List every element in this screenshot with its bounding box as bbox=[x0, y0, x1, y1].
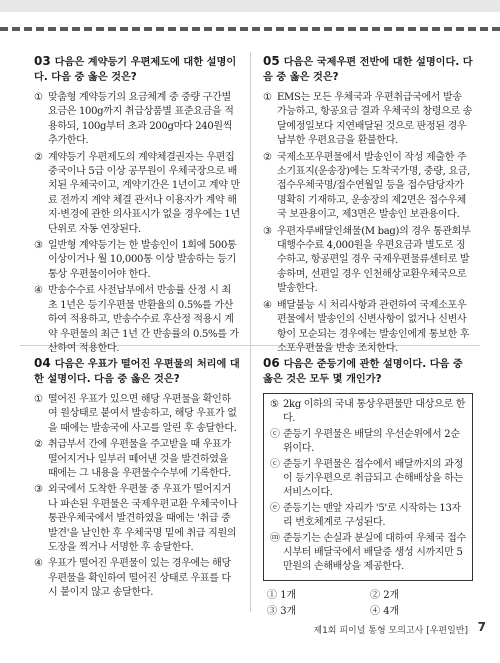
option-text: 계약등기 우편제도의 계약체결권자는 우편집중국이나 5급 이상 공무원이 우체국장으로 배치된 우체국이고, 계약기간은 1년이고 계약 만료 전까지 계약 체결 관서나 이용자가 계약 해지·변경에 관한 의사표시가 없을 경우에는 1년 단위로 자동 연장된다. bbox=[48, 151, 240, 235]
option-2 bbox=[34, 438, 240, 481]
question-6-header bbox=[263, 356, 473, 387]
choice-text: 3개 bbox=[280, 606, 297, 618]
option-text: EMS는 모든 우체국과 우편취급국에서 발송 가능하고, 항공요금 결과 우체국의 창령으로 송달예정일보다 지연배달된 것으로 판정된 경우 납부한 우편요금을 환불한다. bbox=[277, 92, 473, 147]
question-5-number: 05 bbox=[263, 54, 280, 68]
option-marker: ① bbox=[34, 394, 43, 405]
option-marker: ④ bbox=[34, 285, 43, 297]
question-4-text: 다음은 우표가 떨어진 우편물의 처리에 대한 설명이다. 다음 중 옳은 것은? bbox=[34, 359, 240, 385]
question-3-header bbox=[34, 54, 240, 85]
top-dashed-rule bbox=[0, 27, 500, 31]
choice-marker: ③ bbox=[267, 606, 277, 618]
option-marker: ③ bbox=[34, 240, 43, 252]
question-5-header bbox=[263, 54, 473, 85]
answer-choices bbox=[263, 589, 473, 620]
statement-5 bbox=[270, 532, 466, 575]
option-text: 우표가 떨어진 우편물이 있는 경우에는 해당 우편물을 확인하여 떨어진 상태로 우표를 다시 붙이지 않고 송달한다. bbox=[48, 558, 231, 599]
option-marker: ② bbox=[263, 151, 272, 163]
option-text: 떨어진 우표가 있으면 해당 우편물을 확인하여 원상태로 붙여서 발송하고, 해당 우표가 없을 때에는 발송국에 사고를 알린 후 송달한다. bbox=[48, 394, 237, 434]
option-3 bbox=[34, 483, 240, 555]
page-footer bbox=[0, 620, 500, 642]
question-4 bbox=[34, 356, 240, 603]
option-1 bbox=[34, 91, 240, 149]
column-divider bbox=[250, 52, 251, 612]
option-marker: ④ bbox=[34, 558, 43, 570]
choice-3 bbox=[267, 605, 370, 619]
choice-2 bbox=[370, 589, 473, 603]
statement-text: 2kg 이하의 국내 통상우편물만 대상으로 한다. bbox=[283, 399, 466, 425]
option-4 bbox=[263, 299, 473, 357]
question-4-header bbox=[34, 356, 240, 387]
statement-2 bbox=[270, 428, 466, 457]
option-4 bbox=[34, 557, 240, 600]
statement-box bbox=[263, 393, 473, 581]
option-marker: ① bbox=[34, 92, 43, 103]
option-marker: ④ bbox=[263, 299, 272, 311]
option-text: 국제소포우편물에서 발송인이 작성 제출한 주소기표지(운송장)에는 도착국가명, 중량, 요금, 접수우체국명/접수연월일 등을 접수담당자가 명확히 기재하고, 운송장의 제2면은 접수우체국 보관용이고, 제3면은 발송인 보관용이다. bbox=[277, 151, 470, 221]
statement-1 bbox=[270, 398, 466, 427]
page-number: 7 bbox=[477, 620, 486, 634]
question-5 bbox=[263, 54, 473, 358]
option-text: 맞춤형 계약등기의 요금체계 중 중량 구간별 요금은 100g까지 취급상품별 표준요금을 적용하되, 100g부터 초과 200g마다 240원씩 추가한다. bbox=[48, 92, 234, 147]
choice-4 bbox=[370, 605, 473, 619]
statement-marker: ⓒ bbox=[270, 428, 280, 440]
question-3-text: 다음은 계약등기 우편제도에 대한 설명이다. 다음 중 옳은 것은? bbox=[34, 57, 237, 83]
statement-marker: ⓜ bbox=[270, 532, 280, 544]
option-4 bbox=[34, 284, 240, 356]
option-text: 반송수수료 사전납부에서 반송률 산정 시 최초 1년은 등기우편물 반환율의 0.5%를 가산하여 적용하고, 반송수수료 후산정 적용시 계약 우편물의 최근 1년 간 반송률의 0.5%를 가산하여 적용한다. bbox=[48, 285, 239, 354]
question-3-number: 03 bbox=[34, 54, 51, 68]
option-text: 우편자루배달인쇄물(M bag)의 경우 통관회부대행수수료 4,000원을 우편요금과 별도로 징수하고, 항공편일 경우 국제우편물류센터로 발송하며, 선편일 경우 인천해상교환우체국으로 발송한다. bbox=[277, 225, 471, 295]
choice-text: 4개 bbox=[383, 606, 400, 618]
option-marker: ② bbox=[34, 151, 43, 163]
choice-text: 2개 bbox=[383, 589, 400, 601]
option-1 bbox=[34, 393, 240, 436]
question-5-text: 다음은 국제우편 전반에 대한 설명이다. 다음 중 옳은 것은? bbox=[263, 57, 473, 83]
statement-text: 준등기 우편물은 배달의 우선순위에서 2순위이다. bbox=[283, 428, 460, 455]
option-3 bbox=[34, 239, 240, 282]
choice-marker: ② bbox=[370, 589, 380, 601]
option-1 bbox=[263, 91, 473, 149]
option-text: 일반형 계약등기는 한 발송인이 1회에 500통 이상이거나 월 10,000통 이상 발송하는 등기통상 우편물이어야 한다. bbox=[48, 240, 237, 280]
option-marker: ② bbox=[34, 439, 43, 451]
question-4-number: 04 bbox=[34, 356, 51, 370]
statement-4 bbox=[270, 502, 466, 531]
statement-marker: ⓔ bbox=[270, 502, 280, 514]
option-text: 외국에서 도착한 우편물 중 우표가 떨어지거나 파손된 우편물은 국제우편교환 우체국이나 통관우체국에서 발견하였을 때에는 '취급 중 발견'을 날인한 후 우체국명 밑에 취급 직원의 도장을 찍거나 서명한 후 송달한다. bbox=[48, 484, 238, 554]
question-6-text: 다음은 준등기에 관한 설명이다. 다음 중 옳은 것은 모두 몇 개인가? bbox=[263, 359, 463, 385]
option-marker: ③ bbox=[263, 225, 272, 237]
option-text: 배달불능 시 처리사항과 관련하여 국제소포우편물에서 발송인의 신변사항이 없거나 신변사항이 모순되는 경우에는 발송인에게 통보한 후 소포우편물을 반송 조치한다. bbox=[277, 299, 470, 354]
choice-marker: ① bbox=[267, 589, 277, 601]
question-3 bbox=[34, 54, 240, 358]
statement-marker: ⑤ bbox=[270, 399, 279, 410]
statement-text: 준등기는 맨앞 자리가 '5'로 시작하는 13자리 번호체계로 구성된다. bbox=[283, 502, 461, 529]
option-text: 취급부서 간에 우편물을 주고받을 때 우표가 떨어지거나 일부러 떼어낸 것을 발견하였을 때에는 그 내용을 우편물수수부에 기록한다. bbox=[48, 439, 231, 480]
choice-text: 1개 bbox=[280, 589, 297, 601]
footer-title: 제1회 피이널 통형 모의고사 [우편일반] bbox=[313, 626, 468, 636]
statement-text: 준등기 우편물은 접수에서 배달까지의 과정이 등기우편으로 취급되고 손해배상을 하는 서비스이다. bbox=[283, 458, 463, 499]
option-3 bbox=[263, 225, 473, 297]
option-marker: ③ bbox=[34, 484, 43, 496]
statement-marker: ⓒ bbox=[270, 458, 280, 470]
option-marker: ① bbox=[263, 92, 272, 103]
question-6 bbox=[263, 356, 473, 620]
statement-3 bbox=[270, 458, 466, 501]
choice-1 bbox=[267, 589, 370, 603]
top-band bbox=[0, 0, 500, 12]
option-2 bbox=[34, 151, 240, 237]
choice-marker: ④ bbox=[370, 606, 380, 618]
statement-text: 준등기는 손실과 분실에 대하여 우체국 접수 시부터 배달국에서 배달증 생성 시까지만 5만원의 손해배상을 제공한다. bbox=[283, 532, 466, 573]
option-2 bbox=[263, 151, 473, 223]
question-6-number: 06 bbox=[263, 356, 280, 370]
